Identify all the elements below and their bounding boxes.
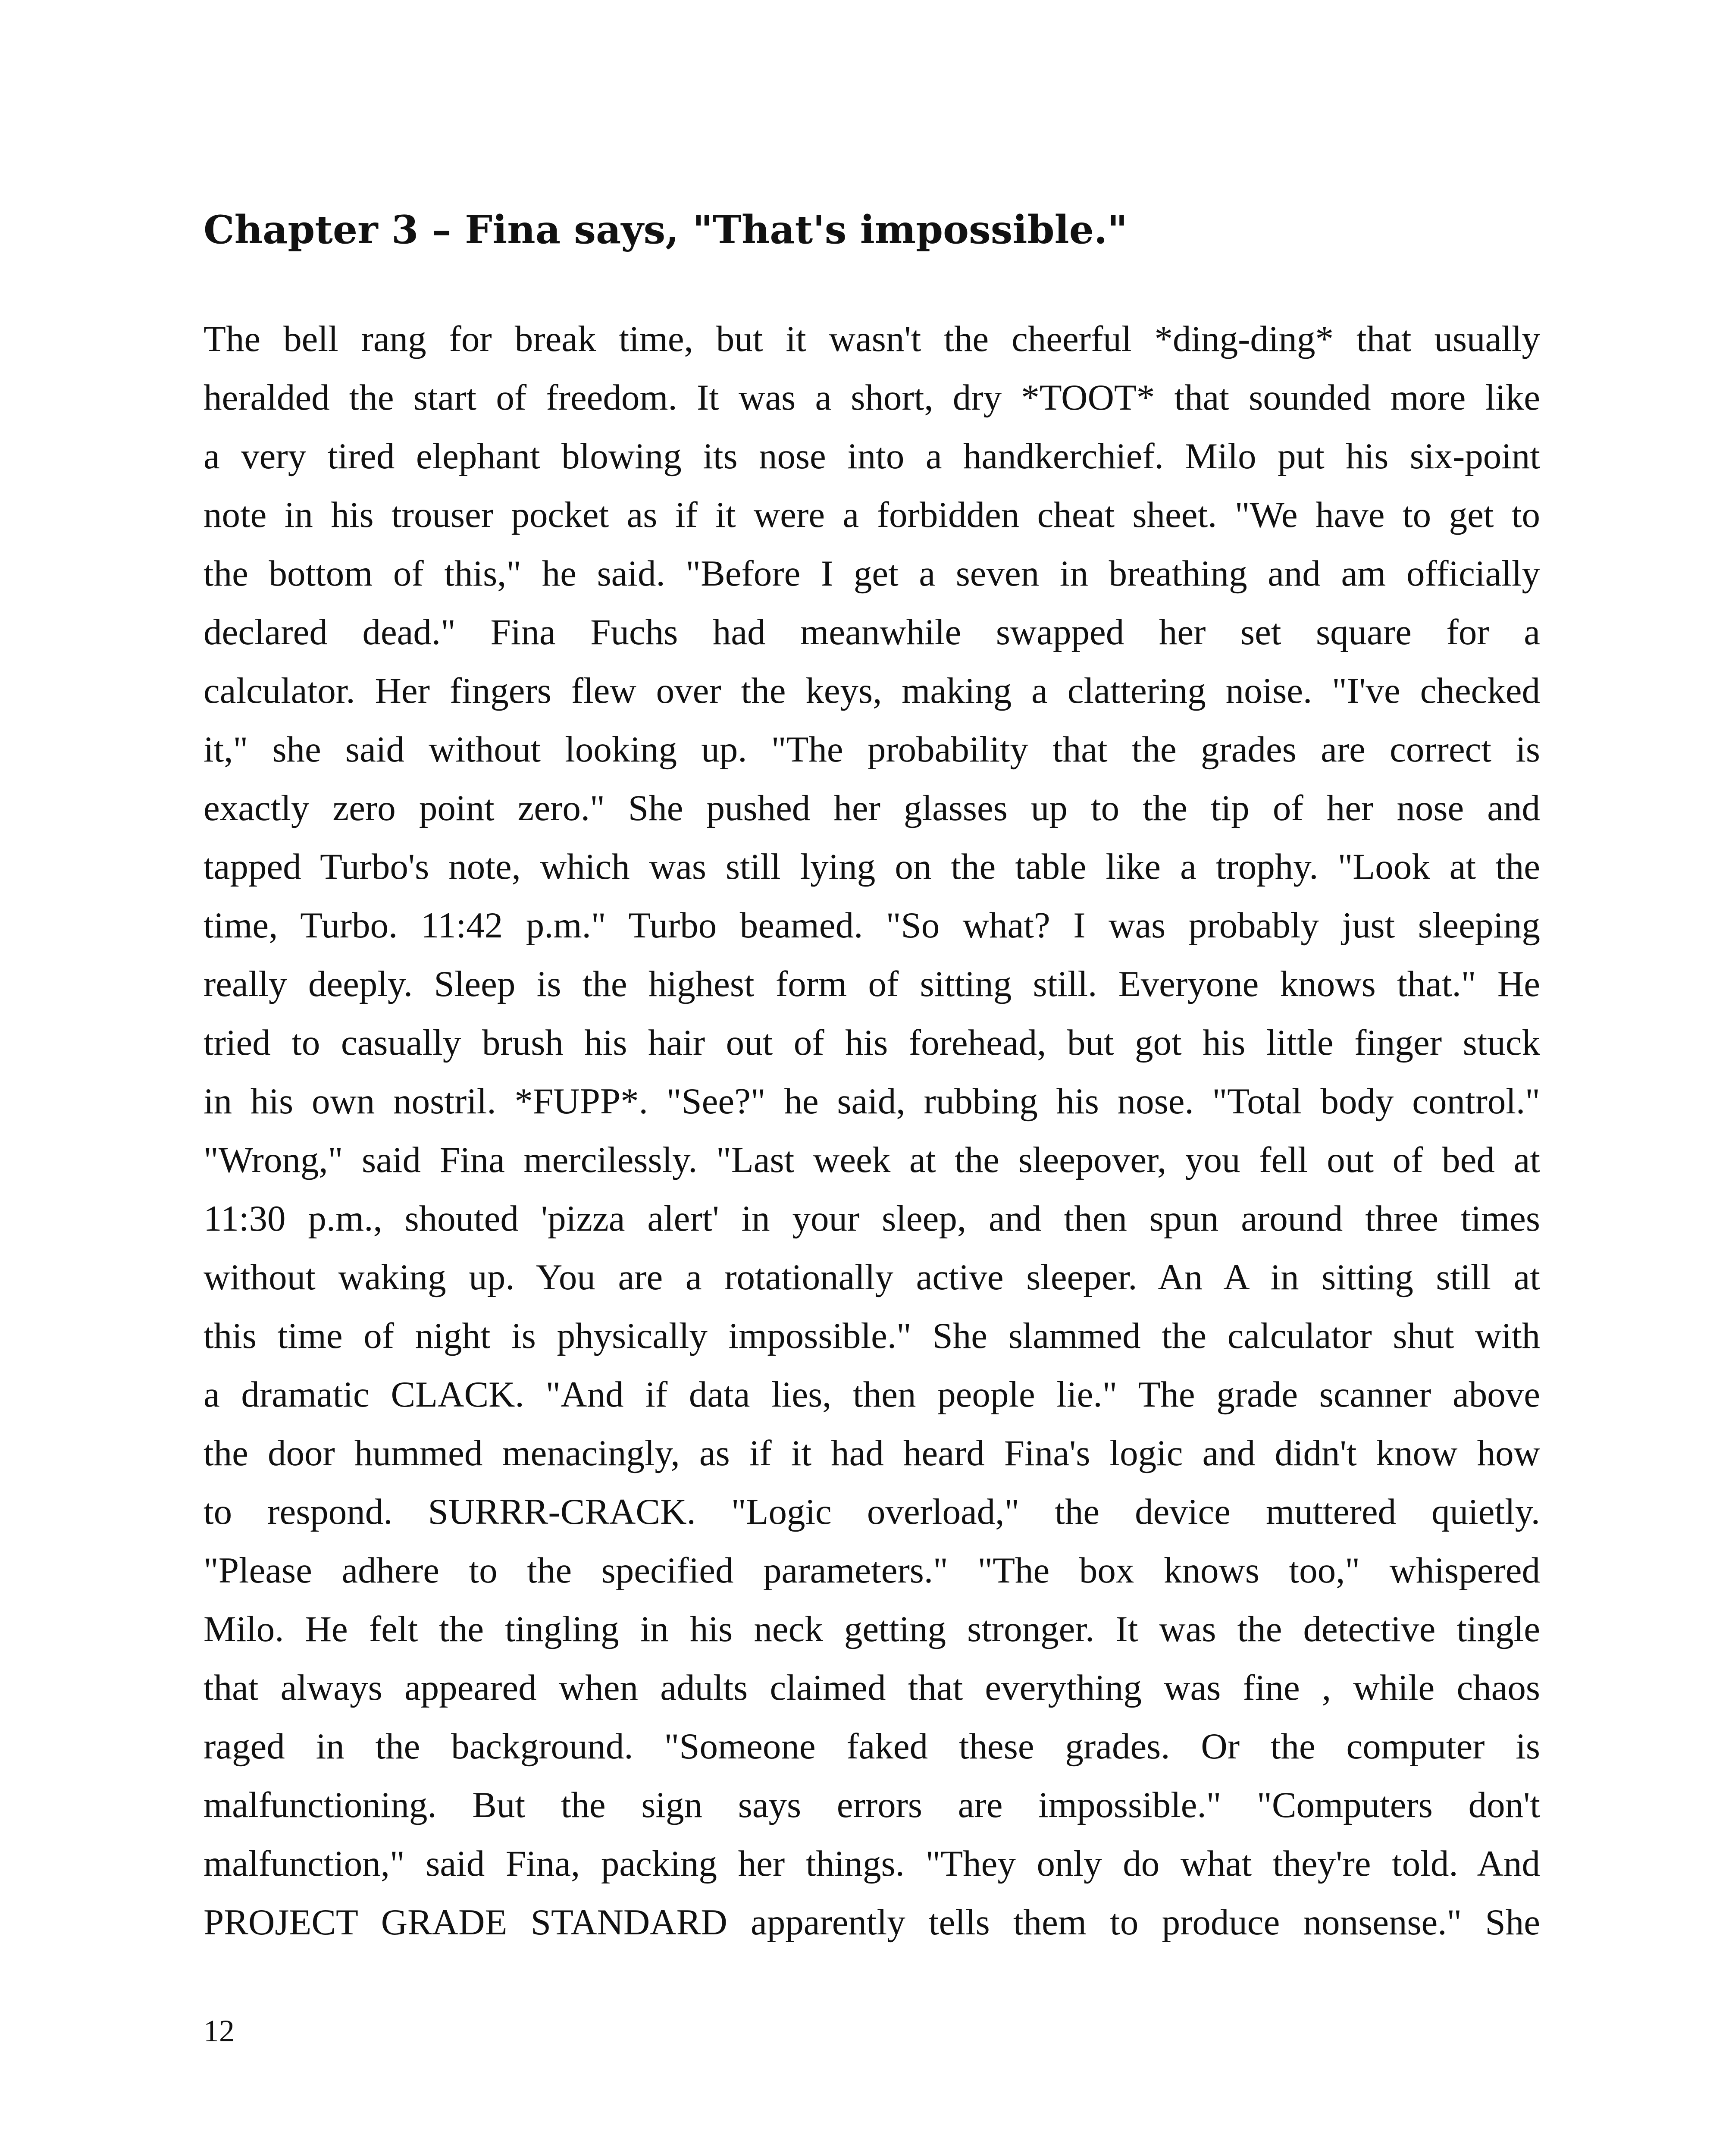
text-line: heralded the start of freedom. It was a short, dry *TOOT* that sounded more like bbox=[204, 377, 1540, 418]
chapter-title: Chapter 3 – Fina says, "That's impossible." bbox=[204, 207, 1128, 253]
body-text bbox=[204, 310, 1540, 1952]
text-line: a dramatic CLACK. "And if data lies, then people lie." The grade scanner above bbox=[204, 1374, 1540, 1415]
text-line: 11:30 p.m., shouted 'pizza alert' in your sleep, and then spun around three times bbox=[204, 1198, 1540, 1239]
text-line: to respond. SURRR-CRACK. "Logic overload," the device muttered quietly. bbox=[204, 1492, 1540, 1532]
text-line: malfunctioning. But the sign says errors are impossible." "Computers don't bbox=[204, 1785, 1540, 1825]
text-line: tapped Turbo's note, which was still lying on the table like a trophy. "Look at the bbox=[204, 846, 1540, 887]
text-line: in his own nostril. *FUPP*. "See?" he said, rubbing his nose. "Total body control." bbox=[204, 1081, 1540, 1122]
text-line: this time of night is physically impossible." She slammed the calculator shut with bbox=[204, 1316, 1540, 1356]
text-line: malfunction," said Fina, packing her things. "They only do what they're told. And bbox=[204, 1843, 1540, 1884]
text-line: the bottom of this," he said. "Before I get a seven in breathing and am officially bbox=[204, 553, 1540, 594]
text-line: time, Turbo. 11:42 p.m." Turbo beamed. "So what? I was probably just sleeping bbox=[204, 905, 1540, 946]
text-line: that always appeared when adults claimed that everything was fine , while chaos bbox=[204, 1667, 1540, 1708]
page-number: 12 bbox=[204, 2014, 235, 2048]
text-line: Milo. He felt the tingling in his neck getting stronger. It was the detective tingle bbox=[204, 1609, 1540, 1649]
text-line: calculator. Her fingers flew over the keys, making a clattering noise. "I've checked bbox=[204, 671, 1540, 711]
text-line: "Please adhere to the specified parameters." "The box knows too," whispered bbox=[204, 1550, 1540, 1591]
text-line: tried to casually brush his hair out of his forehead, but got his little finger stuck bbox=[204, 1022, 1540, 1063]
text-line: note in his trouser pocket as if it were a forbidden cheat sheet. "We have to get to bbox=[204, 495, 1540, 535]
text-line: really deeply. Sleep is the highest form of sitting still. Everyone knows that." He bbox=[204, 964, 1540, 1004]
text-line: a very tired elephant blowing its nose into a handkerchief. Milo put his six-point bbox=[204, 436, 1540, 476]
text-line: the door hummed menacingly, as if it had heard Fina's logic and didn't know how bbox=[204, 1433, 1540, 1473]
text-line: exactly zero point zero." She pushed her glasses up to the tip of her nose and bbox=[204, 788, 1540, 828]
text-line: it," she said without looking up. "The probability that the grades are correct is bbox=[204, 729, 1540, 770]
text-line: PROJECT GRADE STANDARD apparently tells them to produce nonsense." She bbox=[204, 1902, 1540, 1943]
text-line: raged in the background. "Someone faked these grades. Or the computer is bbox=[204, 1726, 1540, 1767]
text-line: "Wrong," said Fina mercilessly. "Last week at the sleepover, you fell out of bed at bbox=[204, 1140, 1540, 1180]
text-line: without waking up. You are a rotationally active sleeper. An A in sitting still at bbox=[204, 1257, 1540, 1297]
text-line: The bell rang for break time, but it wasn't the cheerful *ding-ding* that usually bbox=[204, 319, 1540, 359]
text-line: declared dead." Fina Fuchs had meanwhile swapped her set square for a bbox=[204, 612, 1540, 652]
